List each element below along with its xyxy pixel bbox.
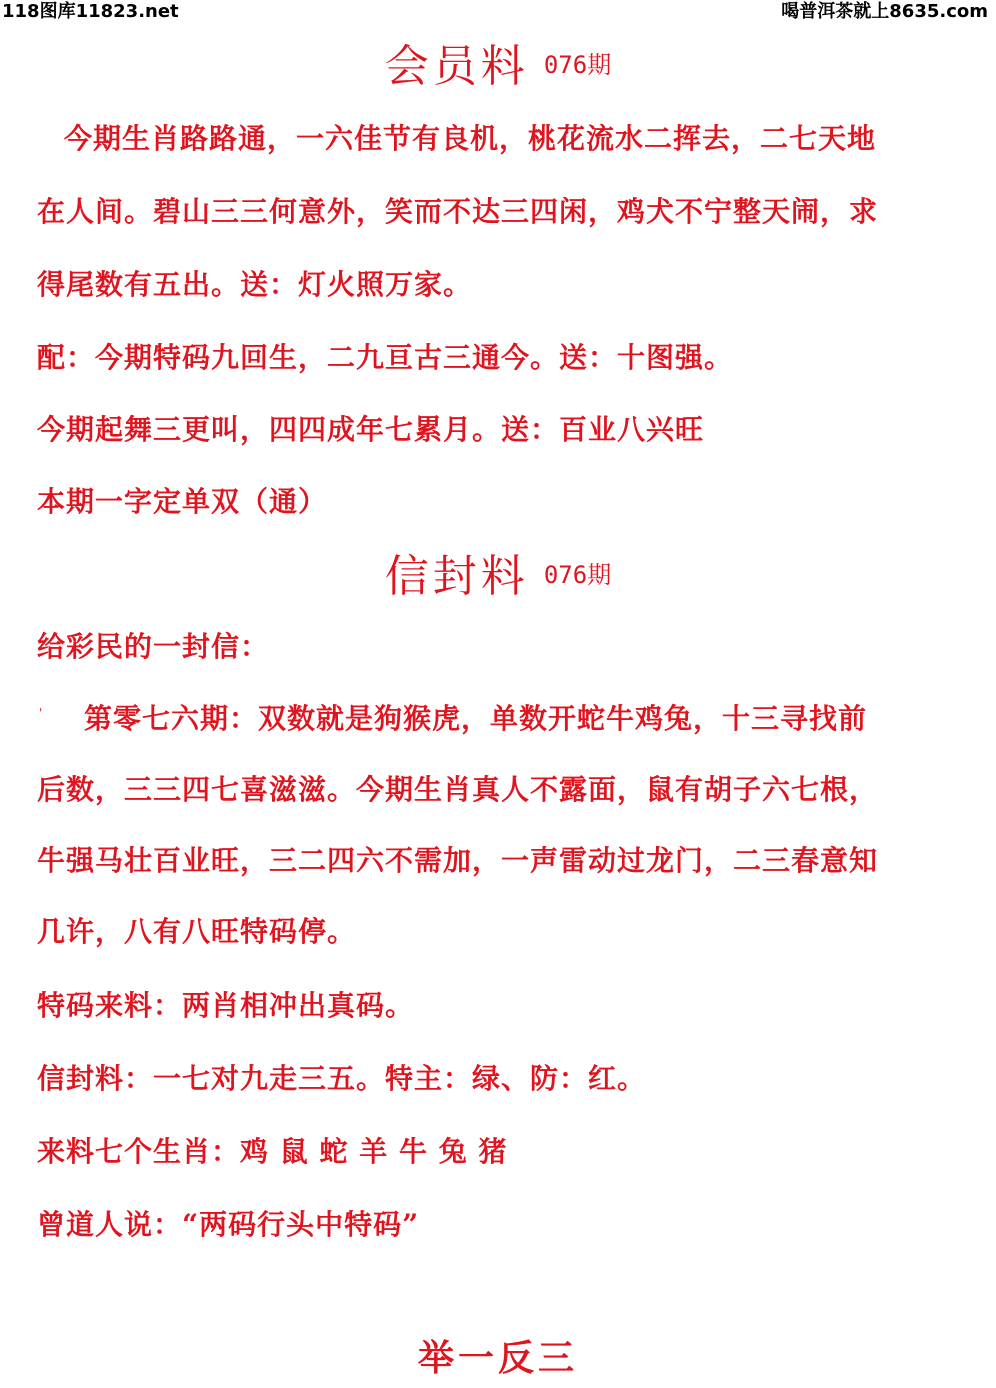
- section1-line: 今期生肖路路通，一六佳节有良机，桃花流水二挥去，二七天地: [64, 122, 877, 155]
- section2-line: 牛强马壮百业旺，三二四六不需加，一声雷动过龙门，二三春意知: [37, 844, 879, 877]
- section1-line: 本期一字定单双（通）: [37, 485, 328, 518]
- section1-line: 得尾数有五出。送：灯火照万家。: [37, 268, 473, 301]
- section2-line: 给彩民的一封信：: [37, 630, 270, 663]
- watermark-left: 118图库11823.net: [2, 1, 179, 22]
- section2-heading: [0, 540, 996, 604]
- section2-line: 曾道人说：“两码行头中特码”: [37, 1208, 420, 1241]
- section2-line: 特码来料：两肖相冲出真码。: [37, 989, 415, 1022]
- section2-issue: 076期: [543, 560, 612, 589]
- section2-title: 信封料: [384, 551, 529, 602]
- section2-line: 后数，三三四七喜滋滋。今期生肖真人不露面，鼠有胡子六七根，: [37, 773, 879, 806]
- section2-line: 信封料：一七对九走三五。特主：绿、防：红。: [37, 1062, 647, 1095]
- section1-issue: 076期: [543, 50, 612, 79]
- section2-line: 来料七个生肖：鸡 鼠 蛇 羊 牛 兔 猪: [37, 1135, 508, 1168]
- section1-line: 配：今期特码九回生，二九亘古三通今。送：十图强。: [37, 341, 734, 374]
- section3-title: 举一反三: [417, 1337, 578, 1379]
- section2-line: 几许，八有八旺特码停。: [37, 915, 357, 948]
- section1-line: 今期起舞三更叫，四四成年七累月。送：百业八兴旺: [37, 413, 705, 446]
- speck-mark: ': [39, 706, 43, 720]
- section2-line: 第零七六期：双数就是狗猴虎，单数开蛇牛鸡兔，十三寻找前: [84, 702, 868, 735]
- section1-heading: [0, 30, 996, 94]
- watermark-right: 喝普洱茶就上8635.com: [781, 1, 988, 22]
- section1-title: 会员料: [384, 41, 529, 92]
- section1-line: 在人间。碧山三三何意外，笑而不达三四闲，鸡犬不宁整天闹，求: [37, 195, 879, 228]
- section3-heading: [0, 1330, 996, 1381]
